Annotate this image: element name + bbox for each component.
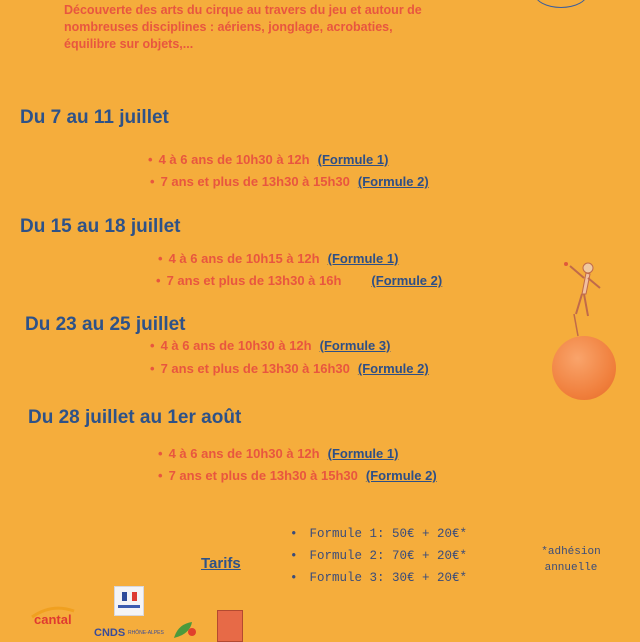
bullet-icon: • bbox=[150, 338, 155, 353]
bullet-icon: • bbox=[158, 251, 163, 266]
tarifs-title: Tarifs bbox=[201, 555, 241, 572]
bullet-icon: • bbox=[150, 361, 155, 376]
session-line bbox=[150, 338, 390, 353]
intro-text bbox=[64, 2, 534, 53]
formula-link: (Formule 3) bbox=[319, 338, 391, 353]
price-line bbox=[290, 549, 467, 563]
membership-note-line: annuelle bbox=[544, 562, 598, 574]
acrobat-illustration bbox=[548, 258, 604, 338]
session-line-text: 7 ans et plus de 13h30 à 15h30 bbox=[160, 174, 350, 189]
session-line-text: 7 ans et plus de 13h30 à 16h bbox=[166, 273, 342, 288]
price-line bbox=[290, 571, 467, 585]
formula-link: (Formule 2) bbox=[371, 273, 443, 288]
formula-link: (Formule 2) bbox=[365, 468, 437, 483]
bullet-icon: • bbox=[156, 273, 161, 288]
formula-link: (Formule 1) bbox=[327, 446, 399, 461]
price-text: Formule 2: 70€ + 20€* bbox=[309, 549, 468, 563]
bullet-icon: • bbox=[148, 152, 153, 167]
price-text: Formule 1: 50€ + 20€* bbox=[309, 527, 468, 541]
cnds-logo: CNDS bbox=[94, 627, 126, 639]
session-line bbox=[150, 174, 429, 189]
session-line bbox=[150, 361, 429, 376]
intro-line: nombreuses disciplines : aériens, jonglage, acrobaties, bbox=[64, 20, 393, 34]
partner-logo bbox=[217, 610, 243, 642]
intro-line: équilibre sur objets,... bbox=[64, 37, 194, 51]
bullet-icon: • bbox=[150, 174, 155, 189]
price-text: Formule 3: 30€ + 20€* bbox=[309, 571, 468, 585]
formula-link: (Formule 1) bbox=[327, 251, 399, 266]
formula-link: (Formule 2) bbox=[357, 174, 429, 189]
bullet-icon: • bbox=[158, 446, 163, 461]
session-line bbox=[158, 251, 398, 266]
marianne-logo bbox=[114, 586, 144, 616]
formula-link: (Formule 2) bbox=[357, 361, 429, 376]
leaf-logo-icon bbox=[172, 620, 198, 640]
ball-illustration bbox=[552, 336, 616, 400]
session-title: Du 15 au 18 juillet bbox=[20, 216, 181, 237]
corner-badge bbox=[534, 0, 588, 8]
cantal-logo: cantal bbox=[34, 612, 72, 627]
session-line bbox=[158, 446, 398, 461]
session-line bbox=[158, 468, 437, 483]
session-title: Du 28 juillet au 1er août bbox=[28, 407, 242, 428]
session-line-text: 7 ans et plus de 13h30 à 16h30 bbox=[160, 361, 350, 376]
session-line-text: 4 à 6 ans de 10h15 à 12h bbox=[168, 251, 320, 266]
bullet-icon: • bbox=[158, 468, 163, 483]
session-line-text: 7 ans et plus de 13h30 à 15h30 bbox=[168, 468, 358, 483]
session-line-text: 4 à 6 ans de 10h30 à 12h bbox=[168, 446, 320, 461]
session-title: Du 23 au 25 juillet bbox=[25, 314, 186, 335]
intro-line: Découverte des arts du cirque au travers du jeu et autour de bbox=[64, 3, 422, 17]
bullet-icon: • bbox=[290, 571, 298, 585]
session-line-text: 4 à 6 ans de 10h30 à 12h bbox=[160, 338, 312, 353]
formula-link: (Formule 1) bbox=[317, 152, 389, 167]
membership-note-line: *adhésion bbox=[541, 546, 601, 558]
session-line bbox=[156, 273, 442, 288]
bullet-icon: • bbox=[290, 527, 298, 541]
bullet-icon: • bbox=[290, 549, 298, 563]
price-line bbox=[290, 527, 467, 541]
cnds-logo-subtitle: RHÔNE-ALPES bbox=[128, 630, 164, 636]
session-line bbox=[148, 152, 388, 167]
session-line-text: 4 à 6 ans de 10h30 à 12h bbox=[158, 152, 310, 167]
membership-note bbox=[536, 544, 606, 576]
session-title: Du 7 au 11 juillet bbox=[20, 107, 169, 128]
